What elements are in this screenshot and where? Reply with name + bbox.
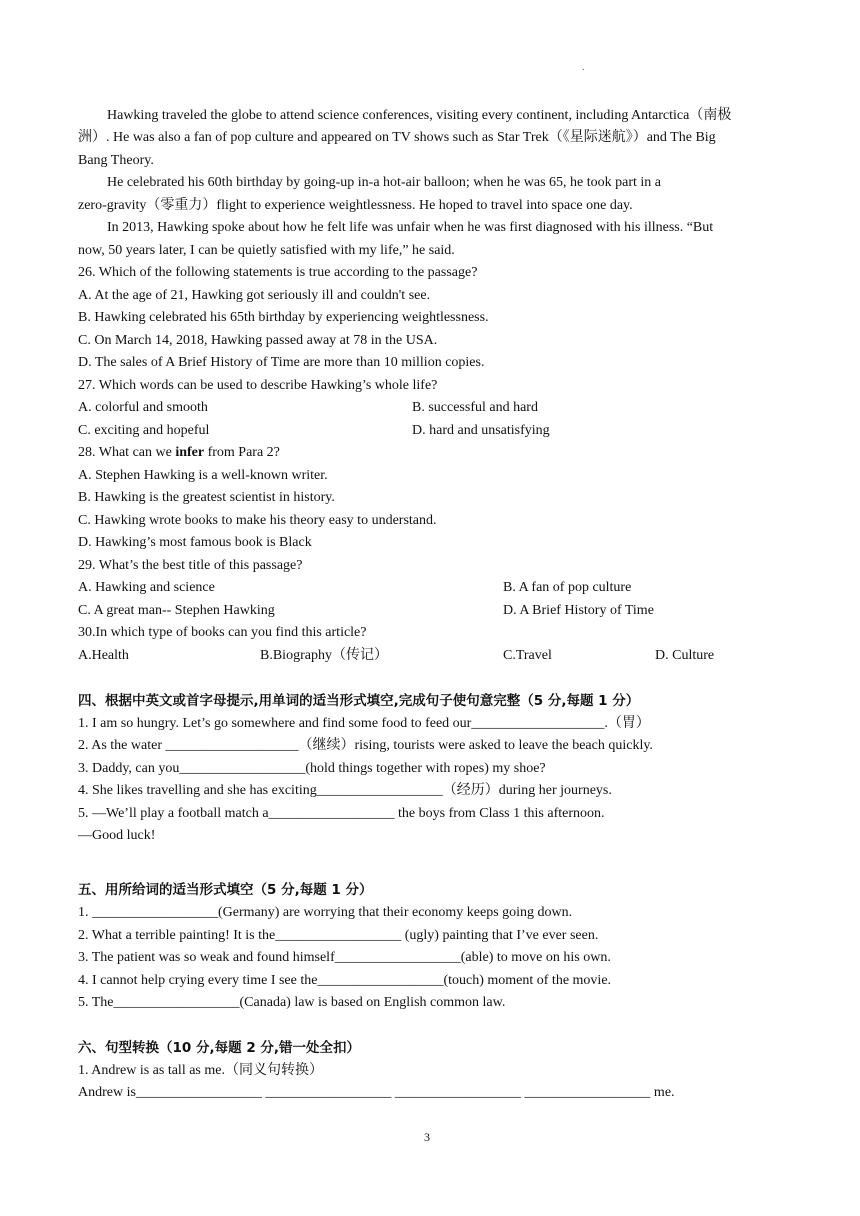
question-30-option-a: A.Health xyxy=(78,648,129,663)
question-28-stem-bold: infer xyxy=(175,445,205,460)
section-5-item: 5. The__________________(Canada) law is based on English common law. xyxy=(78,995,506,1010)
question-28-option-c: C. Hawking wrote books to make his theory easy to understand. xyxy=(78,513,437,528)
question-30-option-b: B.Biography（传记） xyxy=(260,648,388,663)
section-5-item: 2. What a terrible painting! It is the__________________ (ugly) painting that I’ve ever seen. xyxy=(78,928,599,943)
question-26-option-d: D. The sales of A Brief History of Time are more than 10 million copies. xyxy=(78,355,485,370)
question-28-option-a: A. Stephen Hawking is a well-known writer. xyxy=(78,468,328,483)
question-29-option-c: C. A great man-- Stephen Hawking xyxy=(78,603,275,618)
question-29-option-d: D. A Brief History of Time xyxy=(503,603,654,618)
question-30-stem: 30.In which type of books can you find this article? xyxy=(78,625,367,640)
question-26-stem: 26. Which of the following statements is true according to the passage? xyxy=(78,265,478,280)
question-26-option-c: C. On March 14, 2018, Hawking passed away at 78 in the USA. xyxy=(78,333,438,348)
section-5-title: 五、用所给词的适当形式填空（5 分,每题 1 分） xyxy=(78,882,373,898)
question-28-option-d: D. Hawking’s most famous book is Black xyxy=(78,535,312,550)
question-29-option-b: B. A fan of pop culture xyxy=(503,580,632,595)
section-6-item: 1. Andrew is as tall as me.（同义句转换） xyxy=(78,1063,323,1078)
passage-line: Bang Theory. xyxy=(78,153,154,168)
question-26-option-a: A. At the age of 21, Hawking got seriously ill and couldn't see. xyxy=(78,288,431,303)
question-28-stem xyxy=(78,443,280,463)
section-6-item: Andrew is__________________ __________________ __________________ __________________ me. xyxy=(78,1085,675,1100)
question-29-option-a: A. Hawking and science xyxy=(78,580,215,595)
section-4-item: 4. She likes travelling and she has exciting__________________（经历）during her journeys. xyxy=(78,783,612,798)
section-4-item: —Good luck! xyxy=(78,828,156,843)
question-28-stem-post: from Para 2? xyxy=(204,445,280,460)
section-5-item: 3. The patient was so weak and found himself__________________(able) to move on his own. xyxy=(78,950,611,965)
question-27-option-b: B. successful and hard xyxy=(412,400,538,415)
question-27-stem: 27. Which words can be used to describe Hawking’s whole life? xyxy=(78,378,438,393)
section-5-item: 4. I cannot help crying every time I see the__________________(touch) moment of the movie. xyxy=(78,973,612,988)
question-26-option-b: B. Hawking celebrated his 65th birthday by experiencing weightlessness. xyxy=(78,310,489,325)
question-27-option-d: D. hard and unsatisfying xyxy=(412,423,550,438)
section-6-title: 六、句型转换（10 分,每题 2 分,错一处全扣） xyxy=(78,1040,361,1056)
question-28-stem-pre: 28. What can we xyxy=(78,445,176,460)
question-30-option-d: D. Culture xyxy=(655,648,715,663)
passage-line: He celebrated his 60th birthday by going-up in-a hot-air balloon; when he was 65, he took part in a xyxy=(107,175,662,190)
section-4-item: 1. I am so hungry. Let’s go somewhere and find some food to feed our___________________.（胃） xyxy=(78,716,650,731)
section-4-item: 5. —We’ll play a football match a__________________ the boys from Class 1 this afternoon. xyxy=(78,806,605,821)
question-27-option-c: C. exciting and hopeful xyxy=(78,423,210,438)
passage-line: 洲）. He was also a fan of pop culture and appeared on TV shows such as Star Trek（《星际迷航》）and The Big xyxy=(78,130,716,145)
question-29-stem: 29. What’s the best title of this passage? xyxy=(78,558,303,573)
section-4-item: 2. As the water ___________________（继续）rising, tourists were asked to leave the beach quickly. xyxy=(78,738,653,753)
section-4-title: 四、根据中英文或首字母提示,用单词的适当形式填空,完成句子使句意完整（5 分,每题 1 分） xyxy=(78,693,640,709)
question-28-option-b: B. Hawking is the greatest scientist in history. xyxy=(78,490,335,505)
passage-line: zero-gravity（零重力）flight to experience weightlessness. He hoped to travel into space one day. xyxy=(78,198,633,213)
passage-line: now, 50 years later, I can be quietly satisfied with my life,” he said. xyxy=(78,243,455,258)
section-4-item: 3. Daddy, can you__________________(hold things together with ropes) my shoe? xyxy=(78,761,546,776)
page-number: 3 xyxy=(424,1130,430,1144)
question-30-option-c: C.Travel xyxy=(503,648,552,663)
passage-line: Hawking traveled the globe to attend science conferences, visiting every continent, including Antarctica（南极 xyxy=(107,108,732,123)
passage-line: In 2013, Hawking spoke about how he felt life was unfair when he was first diagnosed with his illness. “But xyxy=(107,220,714,235)
section-5-item: 1. __________________(Germany) are worrying that their economy keeps going down. xyxy=(78,905,573,920)
header-mark: . xyxy=(582,62,585,73)
question-27-option-a: A. colorful and smooth xyxy=(78,400,208,415)
